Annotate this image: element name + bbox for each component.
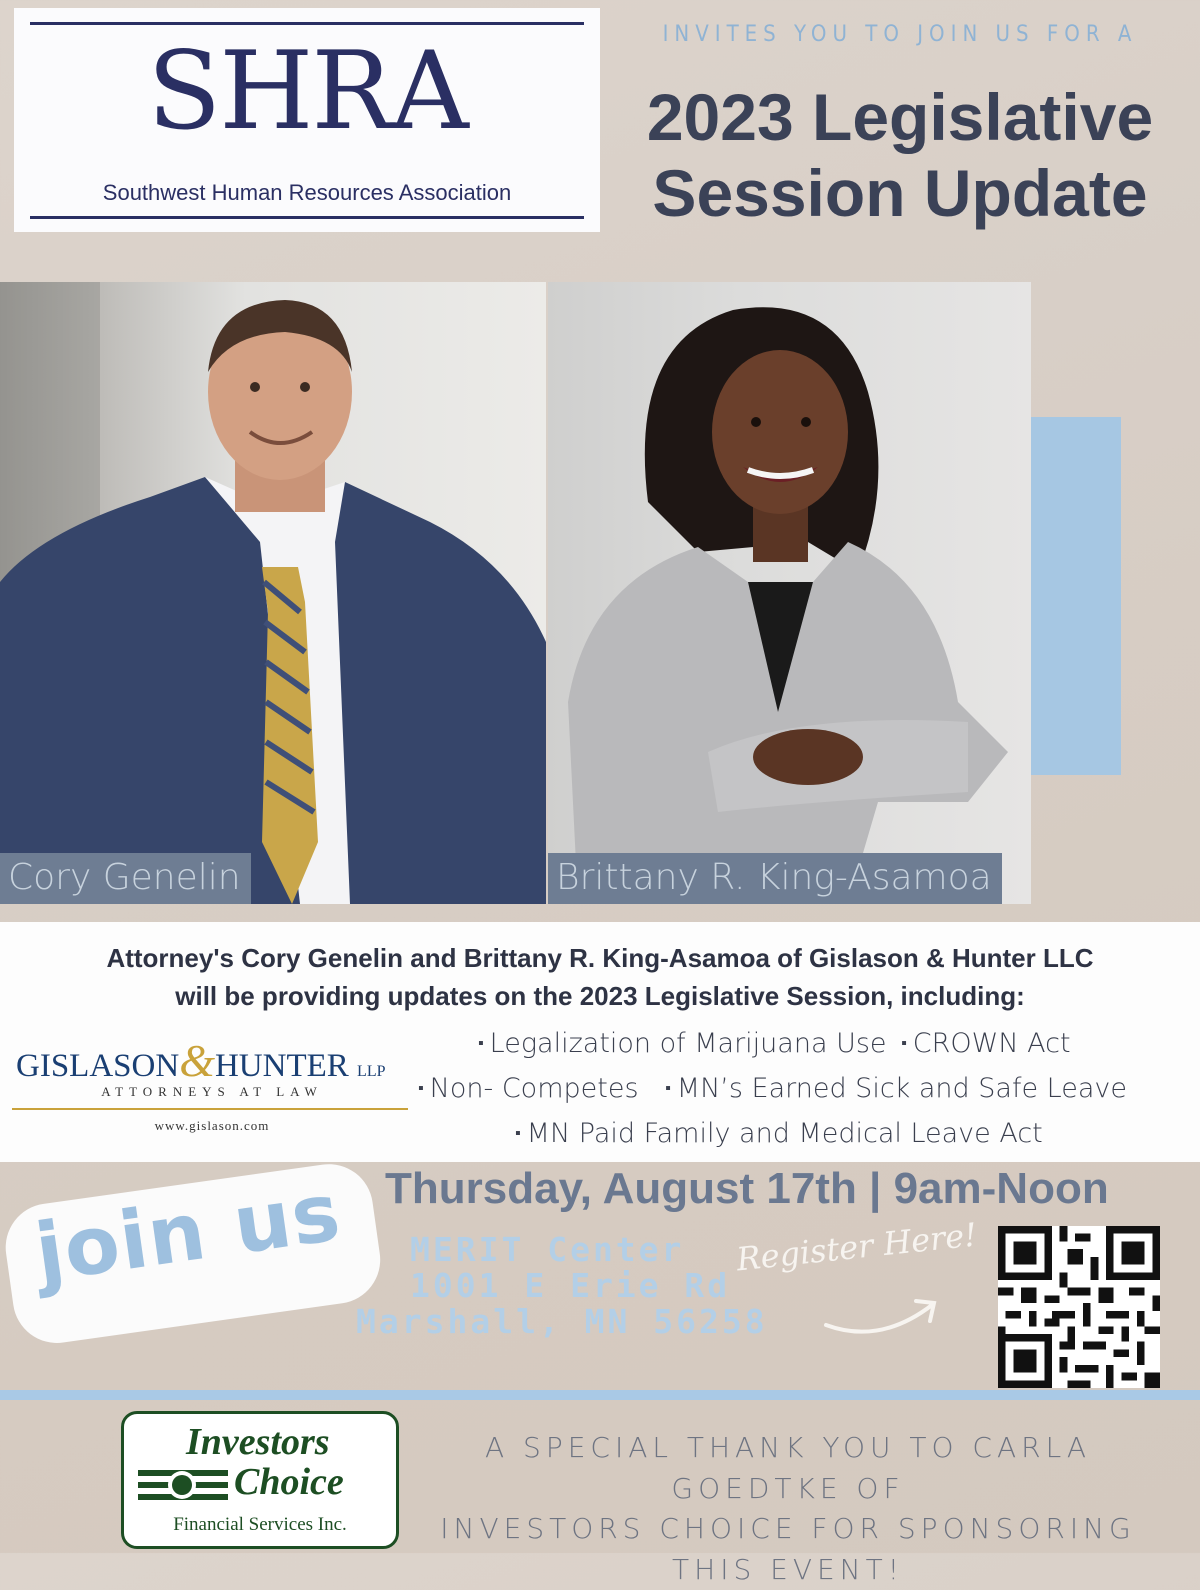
speaker-photo-brittany (548, 282, 1031, 904)
thanks-line-1: A SPECIAL THANK YOU TO CARLA GOEDTKE OF (485, 1431, 1091, 1505)
speaker-photo-cory (0, 282, 546, 904)
gh-name-a: GISLASON (16, 1048, 180, 1084)
gh-ampersand: & (179, 1035, 215, 1086)
accent-bar (1031, 417, 1121, 775)
gislason-hunter-logo (12, 1034, 412, 1144)
info-band (0, 922, 1200, 1162)
shra-wordmark: SHRA (147, 29, 467, 154)
gh-rule (12, 1108, 408, 1110)
woman-in-blazer-illustration (548, 282, 1031, 904)
bullet-icon: ▪ (901, 1033, 907, 1052)
bullet-icon: ▪ (478, 1033, 484, 1052)
venue-street: 1001 E Erie Rd (410, 1266, 731, 1305)
topic-line-3 (515, 1118, 1043, 1149)
man-in-suit-illustration (0, 282, 546, 904)
gh-url: www.gislason.com (154, 1118, 270, 1133)
investors-choice-mark-icon (138, 1466, 228, 1506)
speaker-name-brittany: Brittany R. King-Asamoa (548, 853, 1002, 904)
event-title (620, 80, 1180, 232)
logo-bottom-rule (30, 216, 584, 219)
register-qr-code[interactable] (998, 1226, 1160, 1388)
topic-item: Non- Competes (429, 1073, 639, 1104)
join-us-text: join us (29, 1165, 347, 1300)
sponsor-logo-line-2: Choice (234, 1461, 344, 1503)
sponsor-thanks (418, 1428, 1158, 1590)
headline-line-1: Attorney's Cory Genelin and Brittany R. King-Asamoa of Gislason & Hunter LLC (106, 943, 1094, 973)
event-date-time: Thursday, August 17th | 9am-Noon (385, 1164, 1109, 1213)
headline-line-2: will be providing updates on the 2023 Legislative Session, including: (175, 980, 1025, 1011)
divider (0, 1390, 1200, 1400)
speaker-name-cory: Cory Genelin (0, 853, 251, 904)
gh-tagline: ATTORNEYS AT LAW (101, 1084, 323, 1099)
logo-top-rule (30, 22, 584, 25)
gh-suffix: LLP (357, 1063, 386, 1080)
gh-name-b: HUNTER (214, 1048, 349, 1084)
title-line-1: 2023 Legislative (646, 80, 1154, 154)
qr-code-icon (998, 1226, 1160, 1388)
headline (0, 940, 1200, 1015)
join-us-badge (0, 1159, 386, 1349)
sponsor-logo-line-1: Investors (186, 1421, 330, 1463)
topic-item: Legalization of Marijuana Use (489, 1028, 887, 1059)
topic-line-2 (418, 1073, 1127, 1104)
topic-item: MN Paid Family and Medical Leave Act (526, 1118, 1043, 1149)
shra-subtitle: Southwest Human Resources Association (102, 180, 512, 205)
bullet-icon: ▪ (665, 1078, 671, 1097)
bullet-icon: ▪ (418, 1078, 424, 1097)
topic-line-1 (478, 1028, 1071, 1059)
topic-item: CROWN Act (912, 1028, 1071, 1059)
venue-name: MERIT Center (410, 1230, 685, 1269)
register-label: Register Here! (734, 1215, 979, 1279)
invites-text: INVITES YOU TO JOIN US FOR A (662, 22, 1138, 47)
thanks-line-2: INVESTORS CHOICE FOR SPONSORING THIS EVENT! (440, 1512, 1136, 1586)
sponsor-logo-line-3: Financial Services Inc. (173, 1514, 347, 1535)
investors-choice-logo (121, 1411, 399, 1549)
venue-city: Marshall, MN 56258 (356, 1302, 768, 1341)
shra-logo (14, 8, 600, 232)
topic-item: MN’s Earned Sick and Safe Leave (676, 1073, 1127, 1104)
bullet-icon: ▪ (515, 1123, 521, 1142)
arrow-icon (820, 1275, 950, 1345)
title-line-2: Session Update (652, 155, 1148, 230)
